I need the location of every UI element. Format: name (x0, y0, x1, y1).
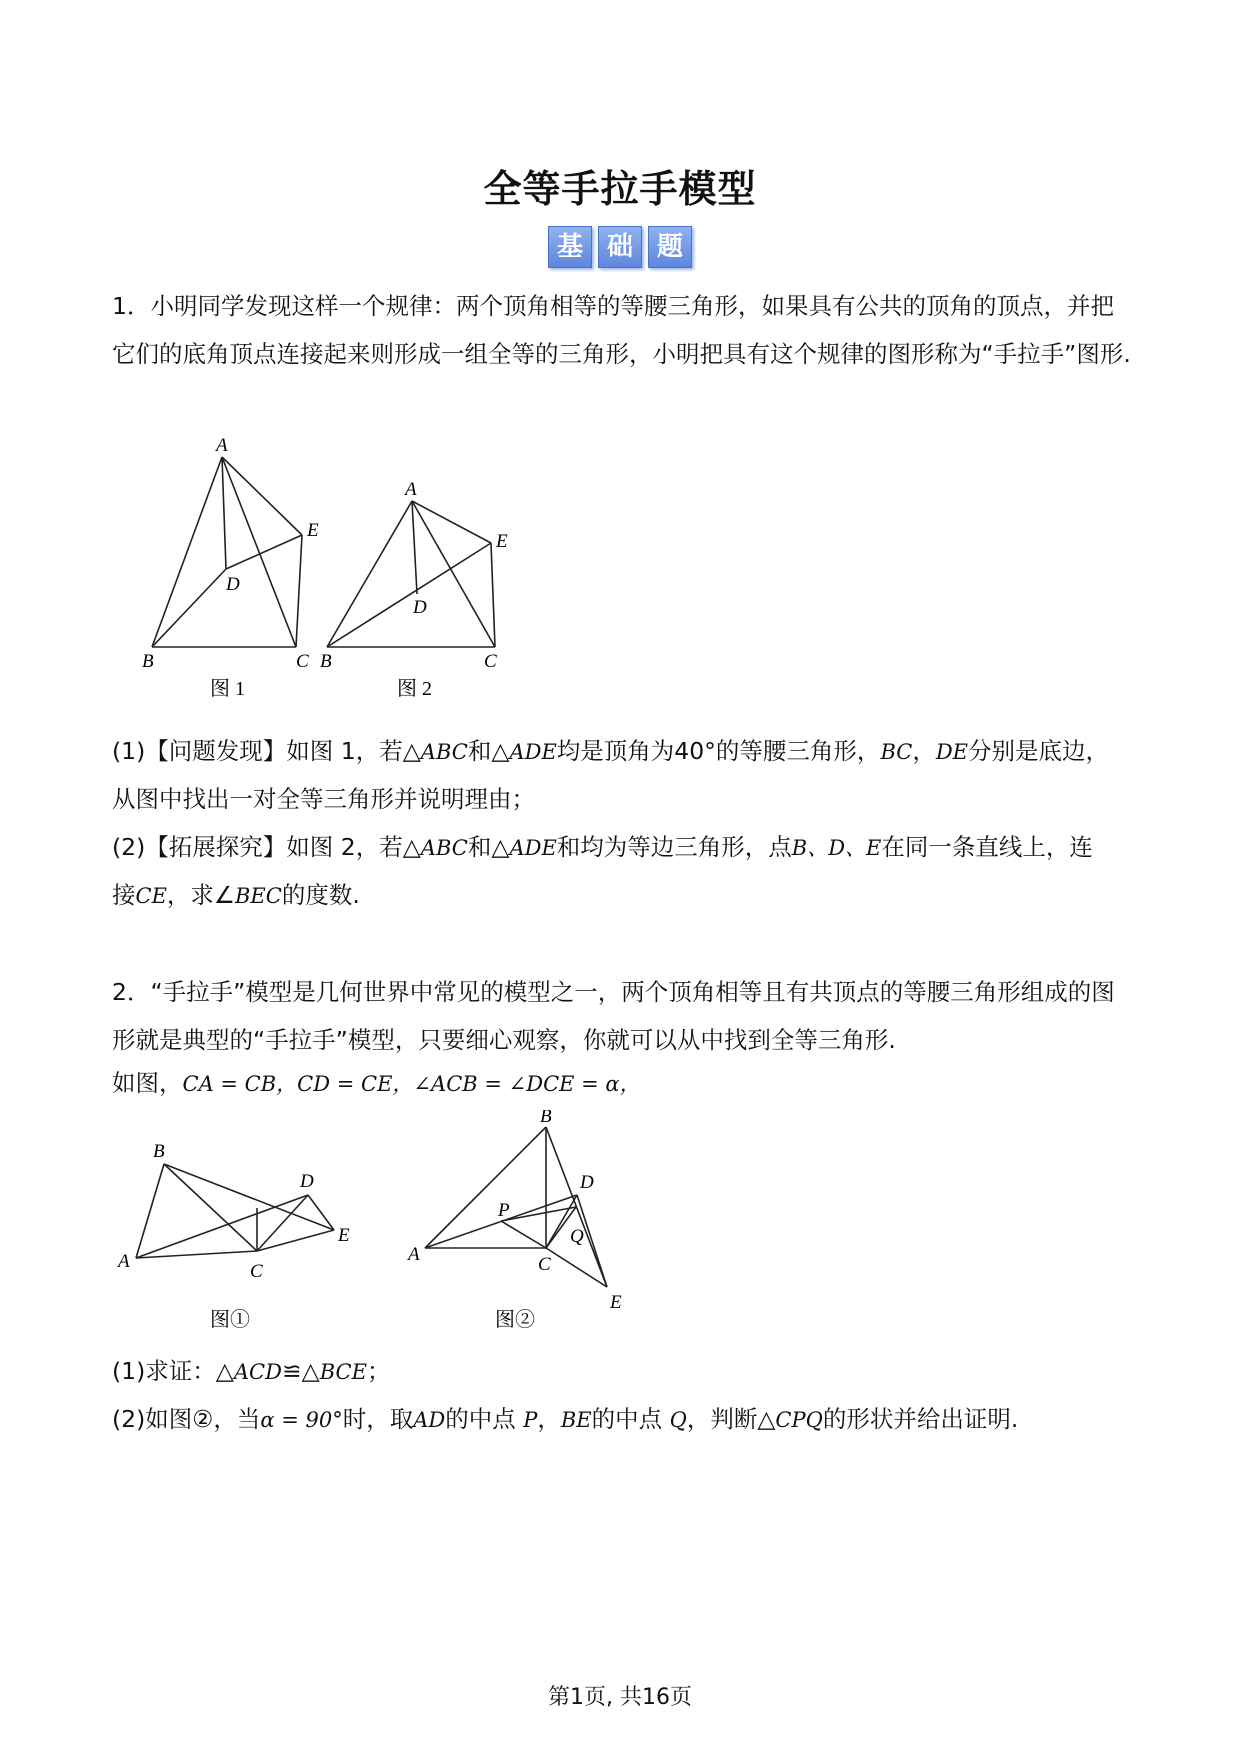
q2-cond-text: 如图， (112, 1069, 183, 1097)
q2-fig1-label-d: D (300, 1171, 314, 1192)
q1-p2-math-ade: ADE (509, 836, 557, 860)
q1-p1-text-i: 分别是底边， (968, 737, 1109, 765)
q1-fig2-label-e: E (496, 531, 508, 552)
q2-p2-text-i: 的中点 (591, 1405, 663, 1433)
q2-fig2-label-b: B (540, 1110, 552, 1127)
q1-p2-text-a: (2)【拓展探究】如图 2，若△ (112, 833, 421, 861)
q1-p2-math-bde: B、D、E (791, 836, 882, 860)
badge-char-1: 基 (548, 226, 592, 268)
q1-p2-text-jie: 接 (112, 881, 136, 909)
q1-p1-text-g: ， (912, 737, 936, 765)
q1-fig2-label-b: B (320, 651, 332, 672)
q2-fig2-label-c: C (538, 1254, 551, 1275)
q1-fig1-lines (152, 457, 302, 647)
q2-p2-math-alpha: α = 90° (260, 1408, 343, 1432)
q2-fig2-label-p: P (498, 1200, 510, 1221)
q2-intro: 2．“手拉手”模型是几何世界中常见的模型之一，两个顶角相等且有共顶点的等腰三角形组成的图形就是典型的“手拉手”模型，只要细心观察，你就可以从中找到全等三角形. (112, 978, 1115, 1054)
q1-part1-line2: 从图中找出一对全等三角形并说明理由； (112, 785, 535, 813)
q1-fig2-lines (327, 501, 495, 647)
q1-p2-math-bec: BEC (234, 884, 282, 908)
q1-figures (130, 435, 550, 705)
q1-p1-text-c: 和△ (467, 737, 510, 765)
q1-p2-text-c: 和△ (467, 833, 510, 861)
q2-p2-text-c: 时，取 (342, 1405, 414, 1433)
q2-fig1-label-a: A (118, 1251, 130, 1272)
page-number: 第1页, 共16页 (548, 1685, 692, 1710)
q1-fig1-label-e: E (307, 520, 319, 541)
q1-part1-line1 (112, 732, 1109, 766)
q2-cond-math: CA = CB，CD = CE，∠ACB = ∠DCE = α， (182, 1072, 641, 1096)
q2-fig1-label-c: C (250, 1261, 263, 1282)
q2-fig2-label-q: Q (570, 1226, 584, 1247)
q2-fig2-label-a: A (408, 1244, 420, 1265)
q2-fig1-caption: 图① (210, 1309, 250, 1331)
q2-part1 (112, 1352, 390, 1386)
q1-p1-math-ade: ADE (509, 740, 557, 764)
q2-p1-math-bce: BCE (319, 1360, 367, 1384)
q2-fig2-label-d: D (580, 1172, 594, 1193)
q2-p2-math-p: P (523, 1408, 538, 1432)
q2-condition (112, 1064, 641, 1098)
q2-p2-text-g: ， (537, 1405, 561, 1433)
q1-p2-math-abc: ABC (420, 836, 468, 860)
q1-part2-line2 (112, 876, 360, 910)
q1-p1-math-bc: BC (880, 740, 913, 764)
q1-fig1-label-c: C (296, 651, 309, 672)
q2-fig2-caption: 图② (495, 1309, 535, 1331)
q1-part2-line1 (112, 828, 1093, 862)
q1-fig1-label-b: B (142, 651, 154, 672)
q1-p1-text-e: 均是顶角为40°的等腰三角形， (556, 737, 881, 765)
q2-figures (112, 1110, 672, 1340)
q1-intro: 1．小明同学发现这样一个规律：两个顶角相等的等腰三角形，如果具有公共的顶角的顶点，并把它们的底角顶点连接起来则形成一组全等的三角形，小明把具有这个规律的图形称为“手拉手”图形. (112, 292, 1131, 368)
q2-fig2-lines (425, 1127, 607, 1287)
q2-p2-text-e: 的中点 (445, 1405, 516, 1433)
q1-p2-text-qiu: ，求∠ (166, 881, 235, 909)
q1-p1-math-abc: ABC (420, 740, 468, 764)
q2-p2-text-k: ，判断△ (686, 1405, 776, 1433)
q1-fig1-label-d: D (226, 574, 240, 595)
q2-fig1-label-b: B (153, 1141, 165, 1162)
q1-p1-math-de: DE (935, 740, 968, 764)
q2-p1-text-a: (1)求证：△ (112, 1357, 234, 1385)
q2-p1-text-e: ； (366, 1357, 391, 1385)
page-title: 全等手拉手模型 (483, 166, 757, 211)
q2-fig1-label-e: E (338, 1225, 350, 1246)
badge-char-3: 题 (648, 226, 692, 268)
q1-fig2-label-a: A (405, 479, 417, 500)
badge-char-2: 础 (598, 226, 642, 268)
q1-p2-text-e: 和均为等边三角形，点 (556, 833, 792, 861)
q1-fig2-caption: 图 2 (397, 678, 432, 700)
q1-p2-text-g: 在同一条直线上，连 (881, 833, 1093, 861)
q1-fig2-label-c: C (484, 651, 497, 672)
q2-p2-math-cpq: CPQ (775, 1408, 823, 1432)
q2-p1-congruent: ≌△ (281, 1357, 320, 1385)
q2-p1-math-acd: ACD (233, 1360, 282, 1384)
q2-fig2-label-e: E (610, 1292, 622, 1313)
q1-p2-math-ce: CE (135, 884, 167, 908)
q1-fig1-caption: 图 1 (210, 678, 245, 700)
section-badge (0, 226, 1240, 268)
q1-fig1-label-a: A (216, 435, 228, 456)
q2-p2-text-m: 的形状并给出证明. (822, 1405, 1019, 1433)
q1-p1-text-a: (1)【问题发现】如图 1，若△ (112, 737, 421, 765)
q1-p2-text-end: 的度数. (281, 881, 360, 909)
q1-fig2-label-d: D (413, 597, 427, 618)
q2-p2-math-ad: AD (413, 1408, 446, 1432)
q2-part2 (112, 1400, 1018, 1434)
q2-p2-text-a: (2)如图②，当 (112, 1405, 261, 1433)
q2-p2-math-be: BE (560, 1408, 592, 1432)
q2-p2-math-q: Q (669, 1408, 687, 1432)
